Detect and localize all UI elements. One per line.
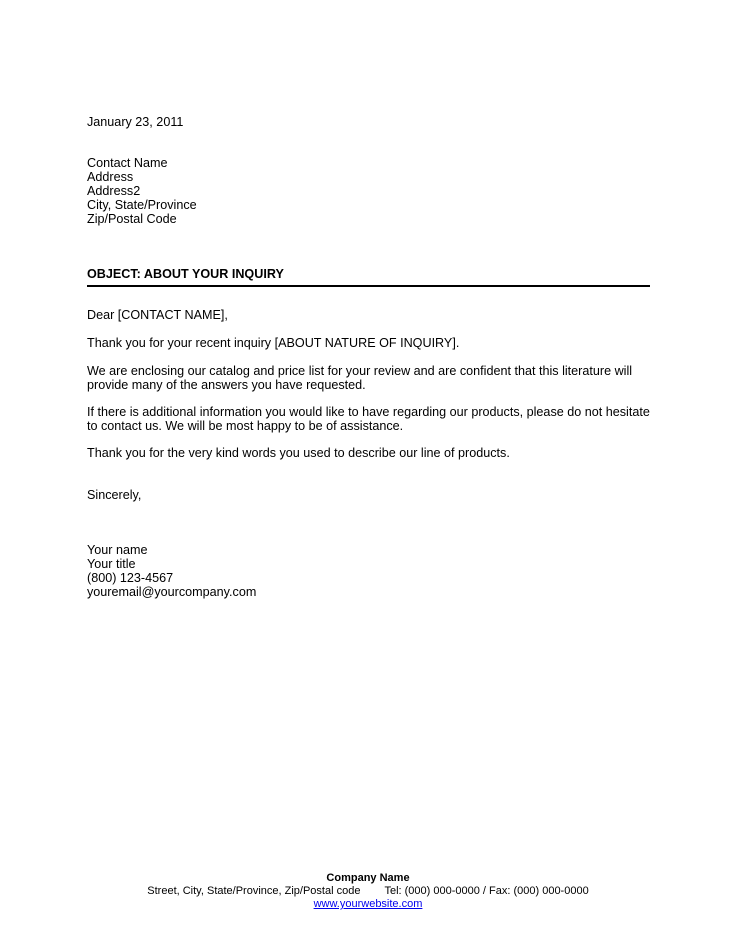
body-paragraph-3: If there is additional information you would like to have regarding our products, please do not hesitate to contact us. We will be most happy to be of assistance. bbox=[87, 405, 650, 433]
recipient-address2: Address2 bbox=[87, 184, 141, 198]
subject-text: OBJECT: ABOUT YOUR INQUIRY bbox=[87, 267, 284, 281]
letter-date bbox=[87, 115, 650, 129]
signature-email: youremail@yourcompany.com bbox=[87, 585, 257, 599]
body-paragraph-2: We are enclosing our catalog and price list for your review and are confident that this literature will provide many of the answers you have requested. bbox=[87, 364, 633, 392]
salutation-text: Dear [CONTACT NAME], bbox=[87, 308, 228, 322]
signature-name: Your name bbox=[87, 543, 148, 557]
recipient-zip: Zip/Postal Code bbox=[87, 212, 177, 226]
footer-company-name: Company Name bbox=[326, 872, 410, 884]
salutation bbox=[87, 308, 650, 322]
signature-title: Your title bbox=[87, 557, 136, 571]
signature-block bbox=[87, 543, 650, 599]
recipient-address: Address bbox=[87, 170, 134, 184]
closing-text: Sincerely, bbox=[87, 488, 142, 502]
footer-phone-fax: Tel: (000) 000-0000 / Fax: (000) 000-0000 bbox=[384, 885, 589, 897]
recipient-city-state: City, State/Province bbox=[87, 198, 197, 212]
signature-phone: (800) 123-4567 bbox=[87, 571, 174, 585]
footer-contact-line bbox=[0, 885, 736, 898]
footer-website-link[interactable]: www.yourwebsite.com bbox=[313, 898, 423, 910]
footer-address: Street, City, State/Province, Zip/Postal code bbox=[147, 885, 361, 897]
closing bbox=[87, 488, 650, 502]
body-paragraph-4: Thank you for the very kind words you used to describe our line of products. bbox=[87, 446, 510, 460]
body-paragraph-1: Thank you for your recent inquiry [ABOUT NATURE OF INQUIRY]. bbox=[87, 336, 460, 350]
recipient-address-block bbox=[87, 156, 650, 226]
letterhead-footer bbox=[0, 872, 736, 911]
subject-divider bbox=[87, 285, 650, 287]
date-text: January 23, 2011 bbox=[87, 115, 184, 129]
subject-line bbox=[87, 267, 650, 281]
recipient-name: Contact Name bbox=[87, 156, 168, 170]
